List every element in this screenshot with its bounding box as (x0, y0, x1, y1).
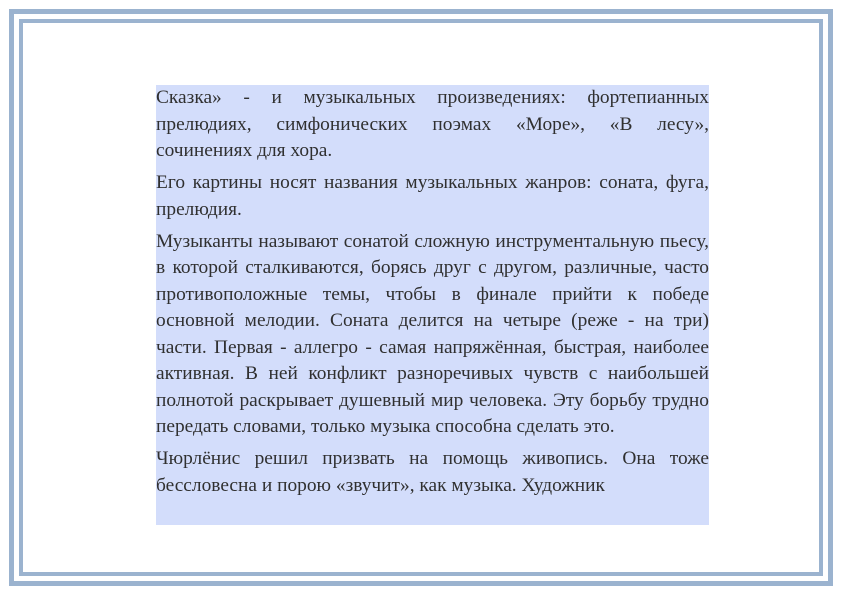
text-block (156, 85, 709, 525)
paragraph-2: Его картины носят названия музыкальных жанров: соната, фуга, прелюдия. (156, 172, 709, 220)
paragraph-4: Чюрлёнис решил призвать на помощь живопись. Она тоже бессловесна и порою «звучит», как музыка. Художник (156, 448, 709, 496)
paragraph-3: Музыканты называют сонатой сложную инструментальную пьесу, в которой сталкиваются, борясь друг с другом, различные, часто противоположные темы, чтобы в финале прийти к победе основной мелодии. Соната делится на четыре (реже - на три) части. Первая - аллегро - самая напряжённая, быстрая, наиболее активная. В ней конфликт разноречивых чувств с наибольшей полнотой раскрывает душевный мир человека. Эту борьбу трудно передать словами, только музыка способна сделать это. (156, 230, 709, 437)
paragraph-1: Сказка» - и музыкальных произведениях: фортепианных прелюдиях, симфонических поэмах «Море», «В лесу», сочинениях для хора. (156, 87, 709, 161)
